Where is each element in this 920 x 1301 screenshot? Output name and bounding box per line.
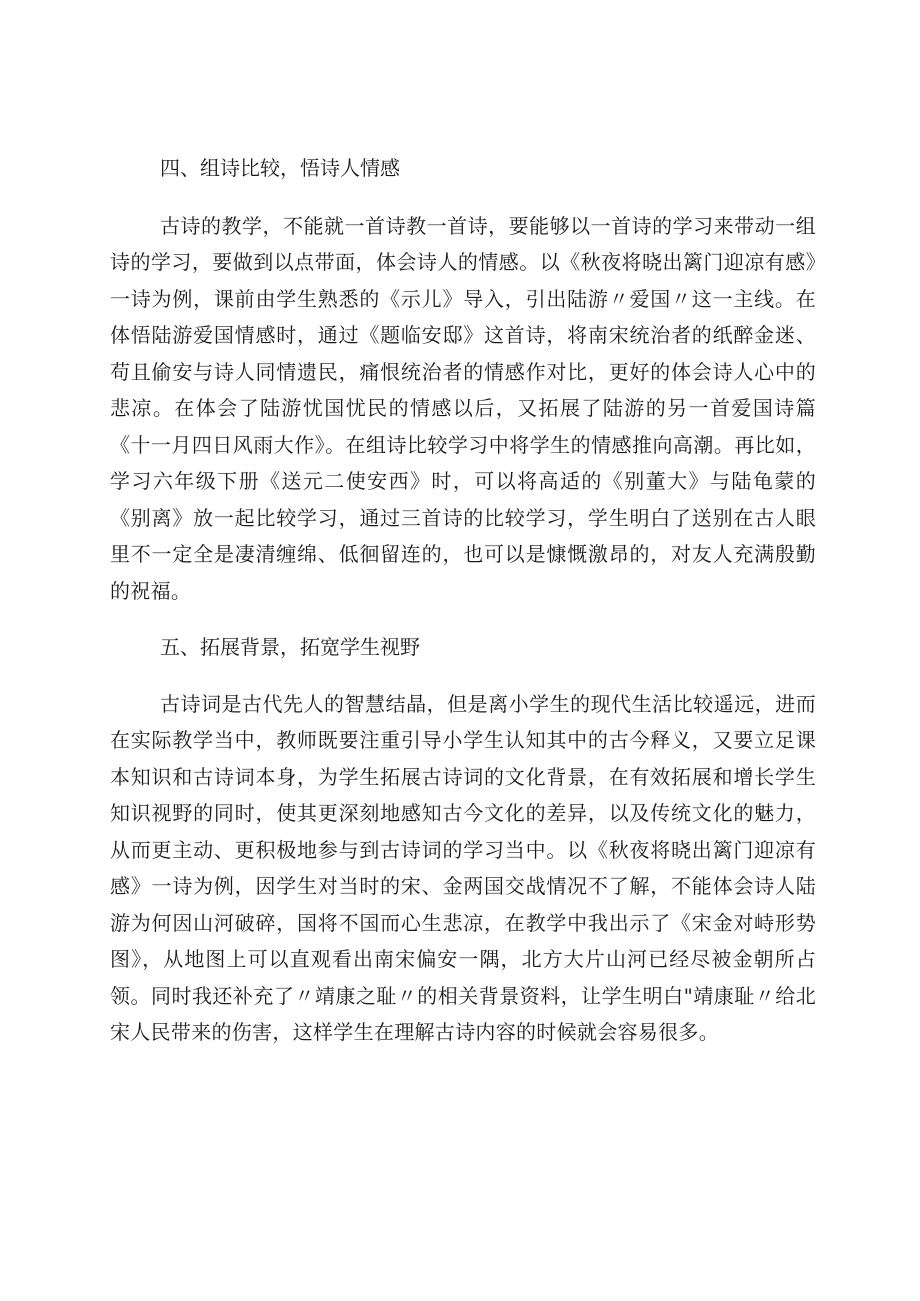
section-heading: 四、组诗比较，悟诗人情感	[160, 156, 400, 180]
document-body	[110, 150, 816, 1051]
section-heading: 五、拓展背景，拓宽学生视野	[160, 635, 420, 659]
section-paragraph: 古诗词是古代先人的智慧结晶，但是离小学生的现代生活比较遥远，进而在实际教学当中，教师既要注重引导小学生认知其中的古今释义，又要立足课本知识和古诗词本身，为学生拓展古诗词的文化背景，在有效拓展和增长学生知识视野的同时，使其更深刻地感知古今文化的差异，以及传统文化的魅力，从而更主动、更积极地参与到古诗词的学习当中。以《秋夜将晓出篱门迎凉有感》一诗为例，因学生对当时的宋、金两国交战情况不了解，不能体会诗人陆游为何因山河破碎，国将不国而心生悲凉，在教学中我出示了《宋金对峙形势图》，从地图上可以直观看出南宋偏安一隅，北方大片山河已经尽被金朝所占领。同时我还补充了〃靖康之耻〃的相关背景资料，让学生明白"靖康耻〃给北宋人民带来的伤害，这样学生在理解古诗内容的时候就会容易很多。	[110, 691, 816, 1044]
section-paragraph: 古诗的教学，不能就一首诗教一首诗，要能够以一首诗的学习来带动一组诗的学习，要做到以点带面，体会诗人的情感。以《秋夜将晓出篱门迎凉有感》一诗为例，课前由学生熟悉的《示儿》导入，引出陆游〃爱国〃这一主线。在体悟陆游爱国情感时，通过《题临安邸》这首诗，将南宋统治者的纸醉金迷、苟且偷安与诗人同情遗民，痛恨统治者的情感作对比，更好的体会诗人心中的悲凉。在体会了陆游忧国忧民的情感以后，又拓展了陆游的另一首爱国诗篇《十一月四日风雨大作》。在组诗比较学习中将学生的情感推向高潮。再比如，学习六年级下册《送元二使安西》时，可以将高适的《别董大》与陆龟蒙的《别离》放一起比较学习，通过三首诗的比较学习，学生明白了送别在古人眼里不一定全是凄清缠绵、低徊留连的，也可以是慷慨激昂的，对友人充满殷勤的祝福。	[110, 213, 816, 603]
